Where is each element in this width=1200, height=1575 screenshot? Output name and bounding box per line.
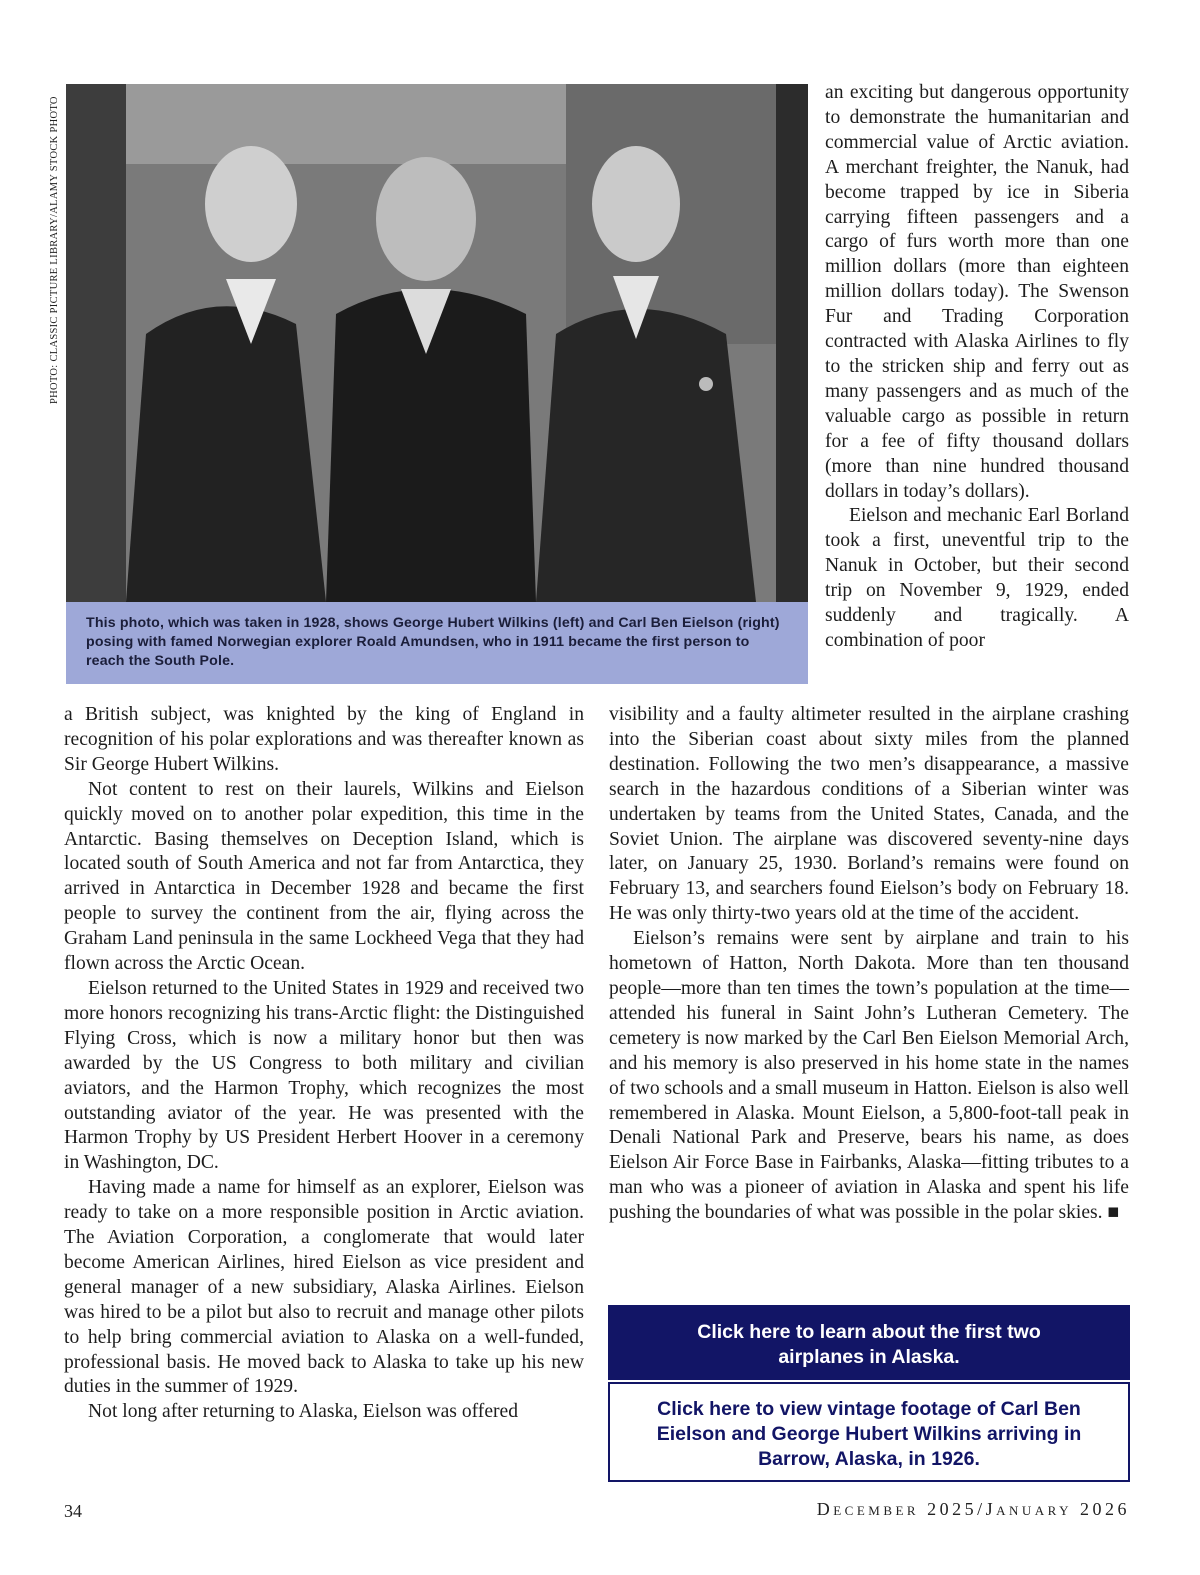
paragraph: an exciting but dangerous opportunity to demonstrate the humanitarian and commercial value of Arctic aviation. A merchant freighter, the Nanuk, had become trapped by ice in Siberia carrying fifteen passengers and a cargo of furs worth more than one million dollars (more than eighteen million dollars today). The Swenson Fur and Trading Corporation contracted with Alaska Airlines to fly to the stricken ship and ferry out as many passengers and as much of the valuable cargo as possible in return for a fee of fifty thousand dollars (more than nine hundred thousand dollars in today’s dollars).	[825, 82, 1129, 502]
paragraph: Eielson returned to the United States in 1929 and received two more honors recognizing his trans-Arctic flight: the Distinguished Flying Cross, which is now a military honor but then was awarded by the US Congress to both military and civilian aviators, and the Harmon Trophy, which recognizes the most outstanding aviator of the year. He was presented with the Harmon Trophy by US President Herbert Hoover in a ceremony in Washington, DC.	[64, 977, 584, 1174]
article-column-right	[609, 703, 1129, 1226]
link-text-line: Barrow, Alaska, in 1926.	[758, 1448, 980, 1470]
link-text-line: airplanes in Alaska.	[778, 1346, 960, 1368]
page-number: 34	[64, 1501, 82, 1521]
paragraph: Having made a name for himself as an explorer, Eielson was ready to take on a more responsible position in Arctic aviation. The Aviation Corporation, a conglomerate that would later become American Airlines, hired Eielson as vice president and general manager of a new subsidiary, Alaska Airlines. Eielson was hired to be a pilot but also to recruit and manage other pilots to help bring commercial aviation to Alaska on a well-funded, professional basis. He moved back to Alaska to take up his new duties in the summer of 1929.	[64, 1177, 584, 1398]
issue-date: December 2025/January 2026	[816, 1499, 1130, 1519]
link-text-line: Click here to learn about the first two	[697, 1321, 1041, 1343]
paragraph: a British subject, was knighted by the king of England in recognition of his polar explorations and was thereafter known as Sir George Hubert Wilkins.	[64, 704, 584, 775]
photo-caption: This photo, which was taken in 1928, shows George Hubert Wilkins (left) and Carl Ben Eielson (right) posing with famed Norwegian explorer Roald Amundsen, who in 1911 became the first person to reach the South Pole.	[66, 602, 808, 684]
photo-credit-text: PHOTO: CLASSIC PICTURE LIBRARY/ALAMY STOCK PHOTO	[49, 96, 60, 404]
article-column-left	[64, 703, 584, 1425]
historical-photo	[66, 84, 808, 602]
paragraph: Eielson’s remains were sent by airplane and train to his hometown of Hatton, North Dakota. More than ten thousand people—more than ten times the town’s population at the time—attended his funeral in Saint John’s Lutheran Cemetery. The cemetery is now marked by the Carl Ben Eielson Memorial Arch, and his memory is also preserved in his home state in the names of two schools and a small museum in Hatton. Eielson is also well remembered in Alaska. Mount Eielson, a 5,800-foot-tall peak in Denali National Park and Preserve, bears his name, as does Eielson Air Force Base in Fairbanks, Alaska—fitting tributes to a man who was a pioneer of aviation in Alaska and spent his life pushing the boundaries of what was possible in the polar skies. ■	[609, 928, 1129, 1224]
paragraph: visibility and a faulty altimeter resulted in the airplane crashing into the Siberian coast about sixty miles from the planned destination. Following the two men’s disappearance, a massive search in the hazardous conditions of a Siberian winter was undertaken by teams from the United States, Canada, and the Soviet Union. The airplane was discovered seventy-nine days later, on January 25, 1930. Borland’s remains were found on February 13, and searchers found Eielson’s body on February 18. He was only thirty-two years old at the time of the accident.	[609, 704, 1129, 925]
photo-illustration	[66, 84, 808, 602]
paragraph: Not long after returning to Alaska, Eielson was offered	[88, 1401, 519, 1423]
link-text-line: Click here to view vintage footage of Carl Ben	[657, 1398, 1081, 1420]
paragraph: Eielson and mechanic Earl Borland took a first, uneventful trip to the Nanuk in October, but their second trip on November 9, 1929, ended suddenly and tragically. A combination of poor	[825, 505, 1129, 651]
article-column-right-top	[825, 81, 1129, 654]
link-text-line: Eielson and George Hubert Wilkins arriving in	[656, 1423, 1082, 1445]
photo-credit	[46, 84, 64, 404]
first-airplanes-link[interactable]	[608, 1305, 1130, 1380]
vintage-footage-link[interactable]	[608, 1382, 1130, 1482]
paragraph: Not content to rest on their laurels, Wilkins and Eielson quickly moved on to another polar expedition, this time in the Antarctic. Basing themselves on Deception Island, which is located south of South America and not far from Antarctica, they arrived in Antarctica in December 1928 and became the first people to survey the continent from the air, flying across the Graham Land peninsula in the same Lockheed Vega that they had flown across the Arctic Ocean.	[64, 778, 584, 975]
